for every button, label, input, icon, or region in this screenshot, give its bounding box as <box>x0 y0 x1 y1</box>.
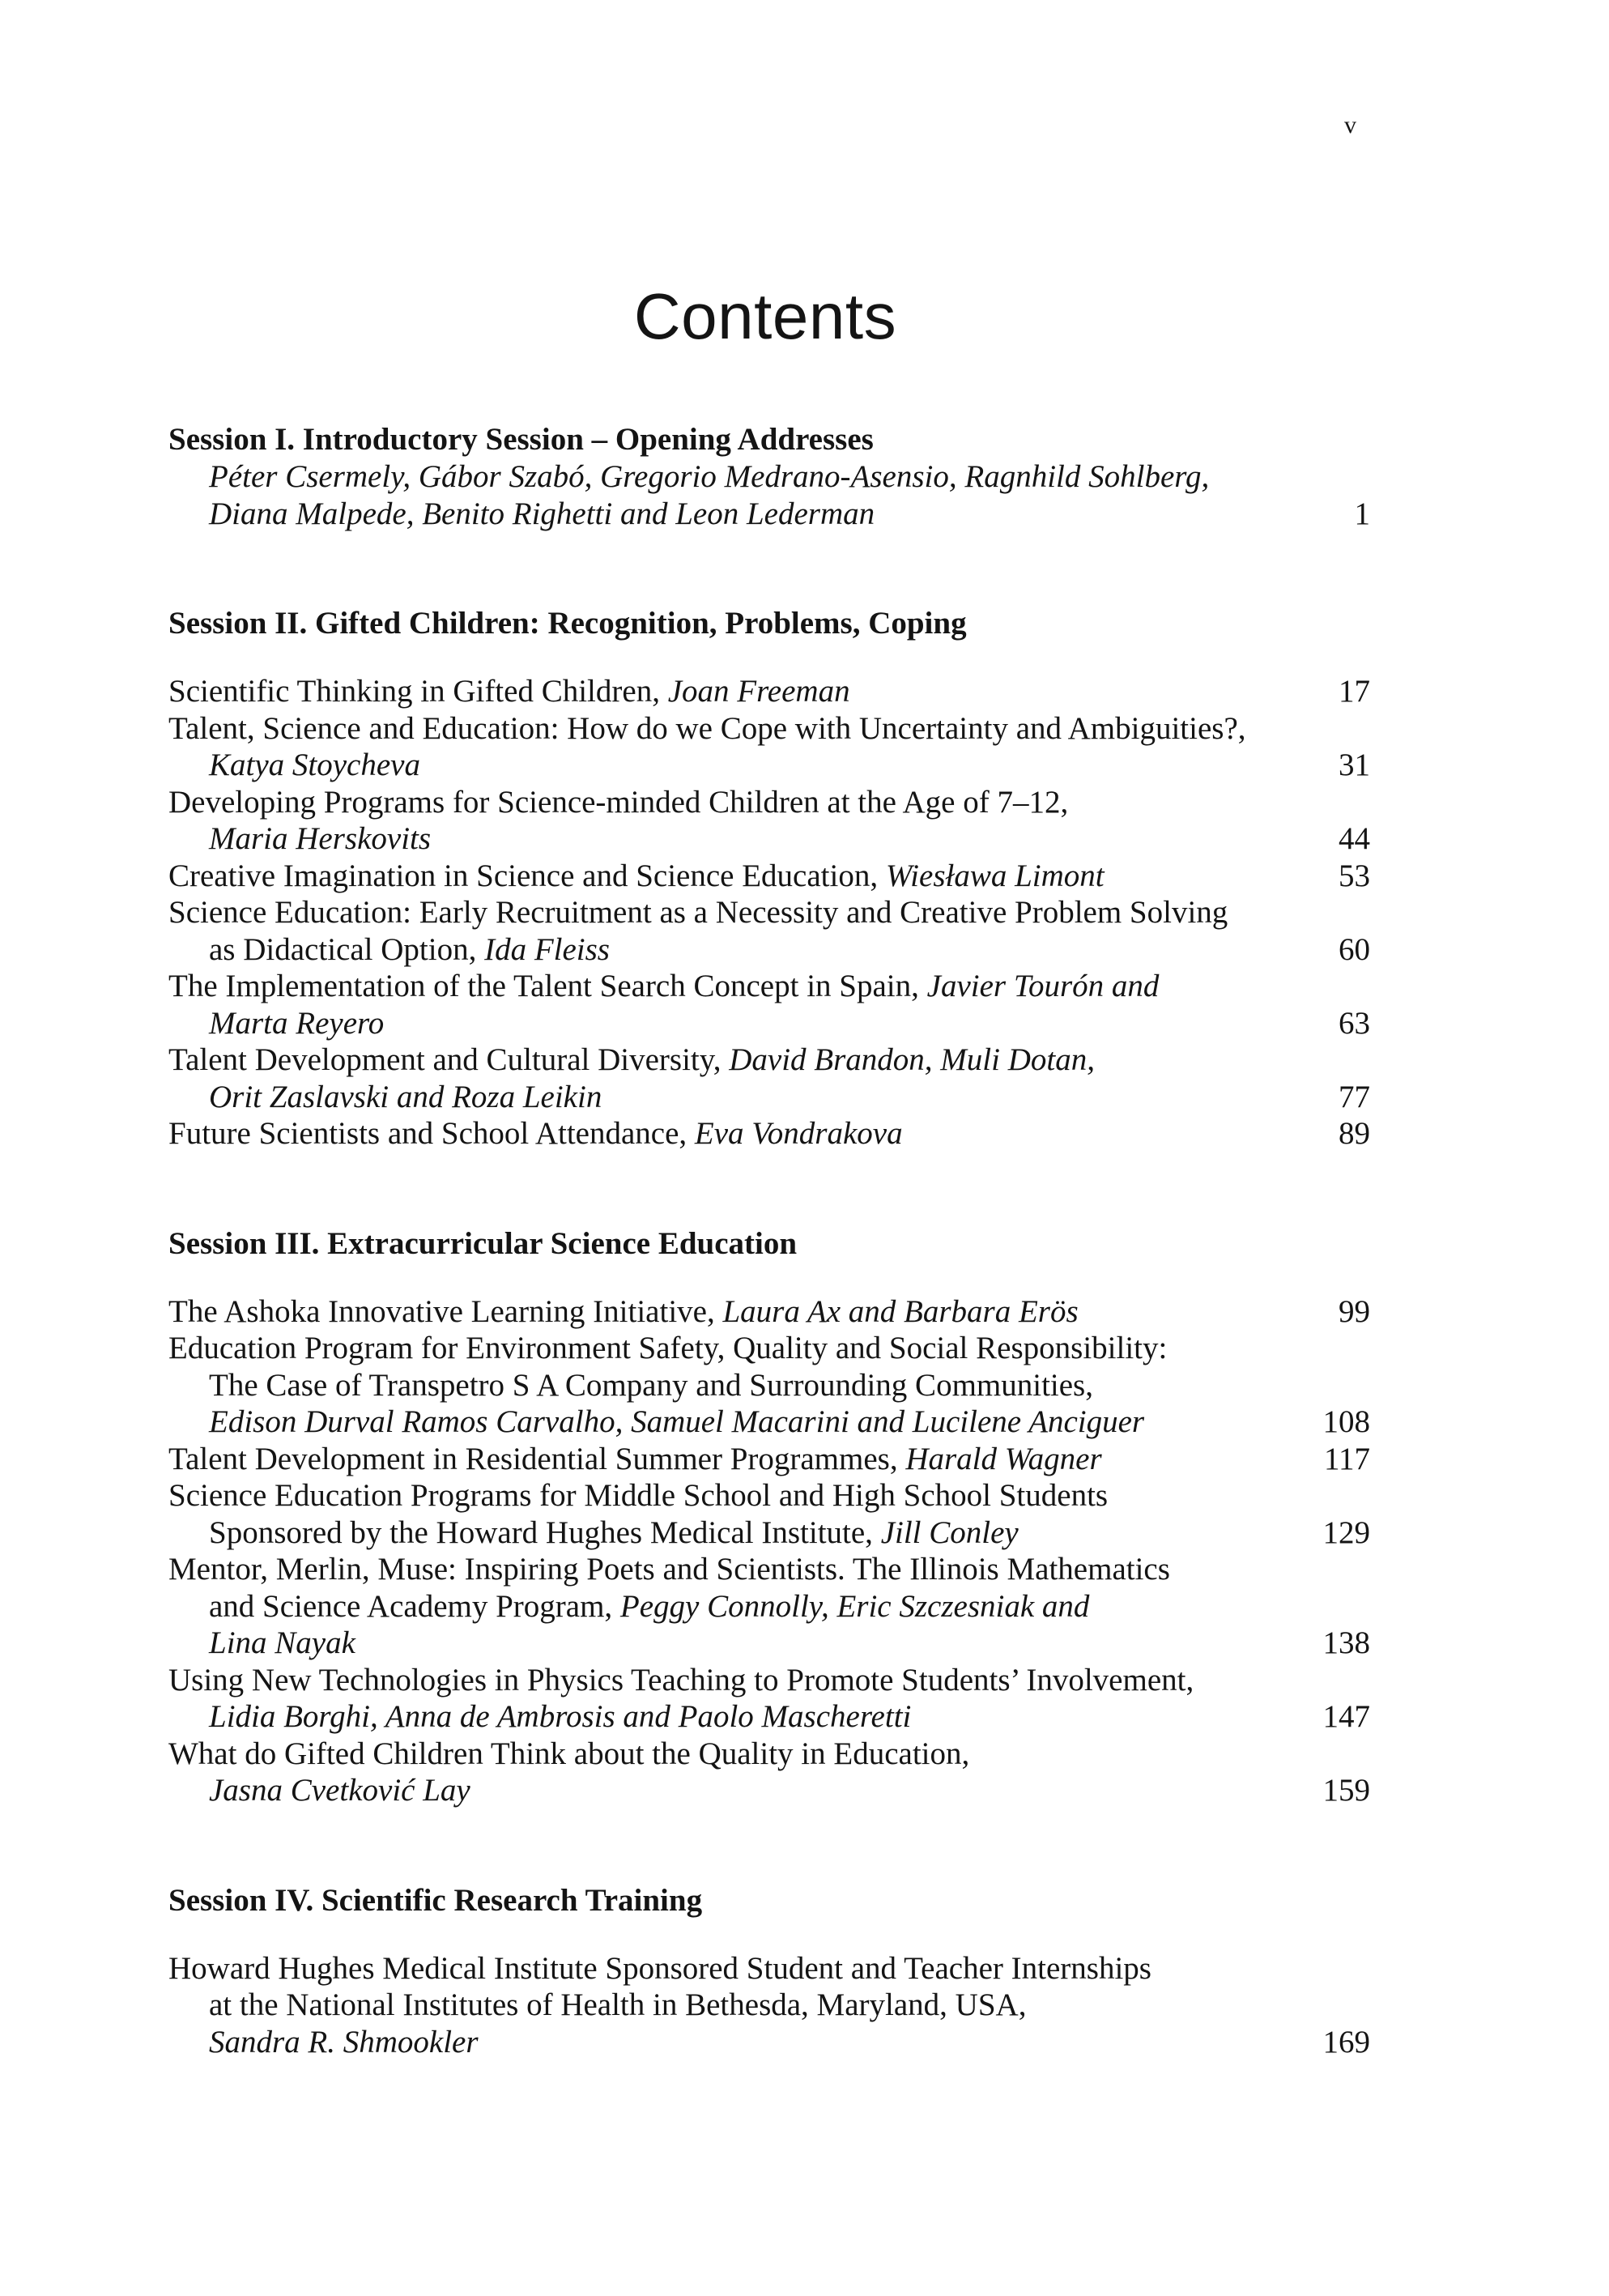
entry-title: Future Scientists and School Attendance, <box>168 1116 695 1151</box>
entry-page: 89 <box>1339 1116 1370 1151</box>
entry-title: The Implementation of the Talent Search Concept in Spain, <box>168 969 927 1003</box>
toc-entry[interactable] <box>168 710 1370 784</box>
entry-page: 147 <box>1322 1699 1370 1734</box>
entry-page: 60 <box>1339 931 1370 967</box>
entry-author: David Brandon, Muli Dotan, <box>729 1042 1095 1077</box>
session-heading: Session III. Extracurricular Science Education <box>168 1225 798 1261</box>
entry-author: Laura Ax and Barbara Erös <box>722 1293 1079 1329</box>
toc-entry[interactable] <box>168 1115 1370 1152</box>
toc-entry[interactable] <box>168 968 1370 1042</box>
entry-title: Using New Technologies in Physics Teaching to Promote Students’ Involvement, <box>168 1662 1194 1698</box>
entry-page: 63 <box>1339 1005 1370 1041</box>
entry-title: Talent Development and Cultural Diversity, <box>168 1042 730 1077</box>
entry-page: 108 <box>1322 1404 1370 1439</box>
entry-author: Katya Stoycheva <box>209 748 420 782</box>
entry-title: Science Education: Early Recruitment as a Necessity and Creative Problem Solving <box>168 895 1228 930</box>
toc-entry[interactable] <box>168 1330 1370 1441</box>
session-heading: Session II. Gifted Children: Recognition, Problems, Coping <box>168 606 967 641</box>
entry-title: Scientific Thinking in Gifted Children, <box>168 674 668 709</box>
entry-page: 31 <box>1339 748 1370 782</box>
entry-title: Talent Development in Residential Summer Programmes, <box>168 1441 906 1476</box>
entry-author: Marta Reyero <box>209 1005 385 1041</box>
toc-entry[interactable] <box>168 1042 1370 1115</box>
session-1 <box>168 421 1370 532</box>
entry-title: Mentor, Merlin, Muse: Inspiring Poets and Scientists. The Illinois Mathematics <box>168 1552 1170 1587</box>
entry-author: Peggy Connolly, Eric Szczesniak and <box>619 1588 1090 1624</box>
entry-author: Lina Nayak <box>209 1625 355 1660</box>
entry-title: The Case of Transpetro S A Company and Surrounding Communities, <box>209 1367 1093 1403</box>
entry-page: 117 <box>1323 1441 1370 1476</box>
entry-author: Lidia Borghi, Anna de Ambrosis and Paolo Mascheretti <box>209 1699 912 1734</box>
toc-entry[interactable] <box>168 1950 1370 2061</box>
entry-title: Education Program for Environment Safety, Quality and Social Responsibility: <box>168 1331 1168 1365</box>
entry-title: Sponsored by the Howard Hughes Medical Institute, <box>209 1514 881 1550</box>
toc-entry[interactable] <box>168 673 1370 710</box>
page-title: Contents <box>633 280 897 352</box>
toc-entry[interactable] <box>168 1551 1370 1662</box>
entry-author: Javier Tourón and <box>926 969 1160 1003</box>
entry-page: 77 <box>1339 1079 1370 1114</box>
entry-title: The Ashoka Innovative Learning Initiative, <box>168 1293 723 1329</box>
entry-page: 17 <box>1339 674 1370 709</box>
entry-page: 159 <box>1322 1773 1370 1808</box>
toc-entry[interactable] <box>168 1736 1370 1809</box>
toc-entry[interactable] <box>168 1662 1370 1736</box>
entry-author: Wiesława Limont <box>885 858 1105 893</box>
entry-author: Joan Freeman <box>667 674 850 709</box>
toc-entry[interactable] <box>168 894 1370 968</box>
entry-page: 99 <box>1339 1293 1370 1329</box>
entry-author: Harald Wagner <box>905 1441 1102 1476</box>
entry-author: Jasna Cvetković Lay <box>209 1773 470 1808</box>
entry-author: Maria Herskovits <box>209 821 432 856</box>
entry-author: Jill Conley <box>880 1514 1019 1550</box>
toc-entry[interactable] <box>168 784 1370 858</box>
entry-title: Howard Hughes Medical Institute Sponsored Student and Teacher Internships <box>168 1950 1151 1986</box>
entry-page: 129 <box>1322 1514 1370 1550</box>
table-of-contents <box>168 421 1370 2133</box>
session-heading: Session I. Introductory Session – Opening Addresses <box>168 422 874 457</box>
entry-author: Eva Vondrakova <box>694 1116 903 1151</box>
entry-author: Ida Fleiss <box>484 931 610 967</box>
entry-author: Edison Durval Ramos Carvalho, Samuel Macarini and Lucilene Anciguer <box>209 1404 1145 1439</box>
toc-entry[interactable] <box>168 1441 1370 1478</box>
entry-page: 169 <box>1322 2024 1370 2060</box>
entry-title: and Science Academy Program, <box>209 1588 620 1624</box>
session-3 <box>168 1225 1370 1809</box>
session-2 <box>168 605 1370 1152</box>
session-heading: Session IV. Scientific Research Training <box>168 1882 703 1918</box>
entry-page: 44 <box>1339 821 1370 856</box>
page-number: v <box>1344 112 1356 138</box>
toc-entry[interactable] <box>168 1477 1370 1551</box>
entry-title: Science Education Programs for Middle School and High School Students <box>168 1478 1109 1513</box>
entry-title: What do Gifted Children Think about the Quality in Education, <box>168 1736 970 1771</box>
entry-title: Developing Programs for Science-minded Children at the Age of 7–12, <box>168 784 1069 820</box>
toc-entry[interactable] <box>168 1293 1370 1331</box>
entry-title: at the National Institutes of Health in Bethesda, Maryland, USA, <box>209 1987 1027 2022</box>
toc-entry[interactable] <box>168 858 1370 895</box>
toc-entry[interactable] <box>168 458 1370 532</box>
entry-title: as Didactical Option, <box>209 931 485 967</box>
entry-title: Creative Imagination in Science and Science Education, <box>168 858 886 893</box>
entry-page: 53 <box>1339 858 1370 893</box>
entry-page: 1 <box>1354 496 1370 531</box>
entry-title: Talent, Science and Education: How do we Cope with Uncertainty and Ambiguities?, <box>168 710 1246 746</box>
session-4 <box>168 1882 1370 2061</box>
entry-authors: Péter Csermely, Gábor Szabó, Gregorio Medrano-Asensio, Ragnhild Sohlberg, <box>209 459 1210 494</box>
entry-page: 138 <box>1322 1625 1370 1660</box>
entry-author: Sandra R. Shmookler <box>209 2024 479 2060</box>
entry-author: Orit Zaslavski and Roza Leikin <box>209 1079 602 1114</box>
entry-authors: Diana Malpede, Benito Righetti and Leon Lederman <box>209 496 875 531</box>
